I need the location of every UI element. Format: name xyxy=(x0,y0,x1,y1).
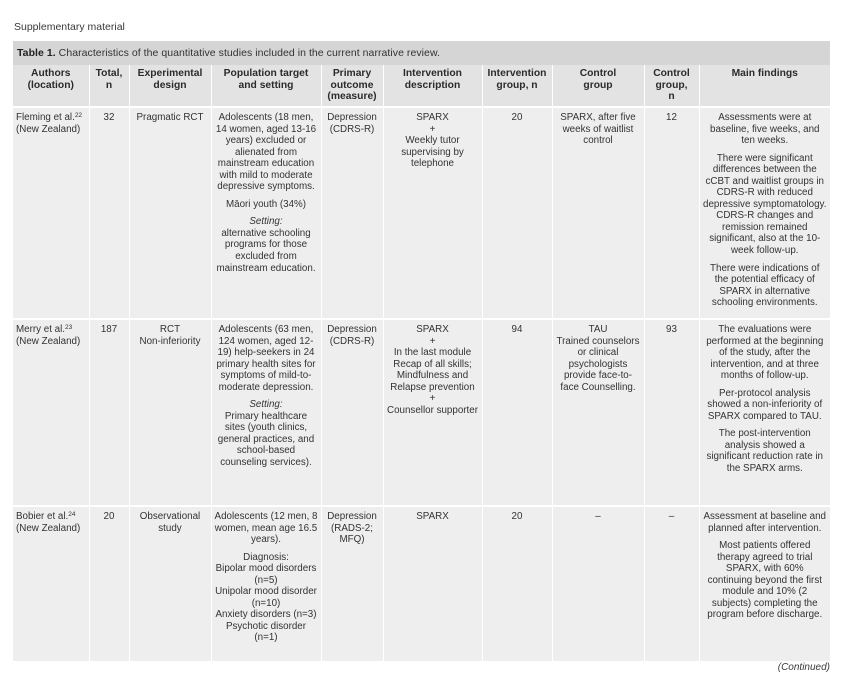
page-header-label: Supplementary material xyxy=(14,21,125,33)
table-caption xyxy=(13,41,830,65)
cell-design: Observational study xyxy=(129,506,211,661)
table-row xyxy=(13,506,830,661)
cell-intervention-n: 20 xyxy=(482,107,552,319)
table-caption-label: Table 1. xyxy=(17,47,56,59)
cell-total: 32 xyxy=(89,107,129,319)
cell-total: 20 xyxy=(89,506,129,661)
column-header-authors: Authors (location) xyxy=(13,65,89,107)
cell-author: Bobier et al.$^{24}$ (New Zealand) xyxy=(13,506,89,661)
table-row xyxy=(13,107,830,319)
cell-intervention: SPARX xyxy=(383,506,482,661)
characteristics-table xyxy=(13,41,830,661)
cell-control: SPARX, after five weeks of waitlist control xyxy=(552,107,644,319)
continued-note: (Continued) xyxy=(777,662,830,673)
cell-design: Pragmatic RCT xyxy=(129,107,211,319)
finding-paragraph: Assessment at baseline and planned after intervention. xyxy=(703,511,827,534)
finding-paragraph: Most patients offered therapy agreed to trial SPARX, with 60% continuing beyond the first module and 10% (2 subjects) completing the program before discharge. xyxy=(707,540,823,621)
cell-control-n: – xyxy=(644,506,699,661)
cell-control-n: 12 xyxy=(644,107,699,319)
cell-design: RCT Non-inferiority xyxy=(129,319,211,506)
column-header-intervention: Intervention description xyxy=(383,65,482,107)
cell-control: TAU Trained counselors or clinical psychologists provide face-to-face Counselling. xyxy=(552,319,644,506)
cell-intervention-n: 20 xyxy=(482,506,552,661)
column-header-design: Experimental design xyxy=(129,65,211,107)
column-header-total: Total, n xyxy=(89,65,129,107)
finding-paragraph: There were indications of the potential efficacy of SPARX in alternative schooling environments. xyxy=(710,262,820,309)
cell-outcome: Depression (RADS-2; MFQ) xyxy=(321,506,383,661)
cell-control: – xyxy=(552,506,644,661)
finding-paragraph: Per-protocol analysis showed a non-inferiority of SPARX compared to TAU. xyxy=(707,387,823,422)
column-header-control: Control group xyxy=(552,65,644,107)
cell-intervention: SPARX + In the last module Recap of all skills; Mindfulness and Relapse prevention + Counsellor supporter xyxy=(383,319,482,506)
cell-outcome: Depression (CDRS-R) xyxy=(321,319,383,506)
cell-population: Adolescents (12 men, 8 women, mean age 16.5 years). Diagnosis: Bipolar mood disorders (n=5) Unipolar mood disorder (n=10) Anxiety disorders (n=3) Psychotic disorder (n=1) xyxy=(211,506,321,661)
cell-outcome: Depression (CDRS-R) xyxy=(321,107,383,319)
cell-control-n: 93 xyxy=(644,319,699,506)
table-header-row xyxy=(13,65,830,107)
table-caption-text: Characteristics of the quantitative studies included in the current narrative review. xyxy=(55,47,440,59)
column-header-findings: Main findings xyxy=(699,65,830,107)
cell-findings xyxy=(699,506,830,661)
finding-paragraph: There were significant differences between the cCBT and waitlist groups in CDRS-R with reduced depressive symptomatology. CDRS-R changes and remission remained significant, also at the 10-week follow-up. xyxy=(703,152,827,257)
cell-author: Fleming et al.$^{22}$ (New Zealand) xyxy=(13,107,89,319)
cell-intervention: SPARX + Weekly tutor supervising by telephone xyxy=(383,107,482,319)
cell-population: Adolescents (18 men, 14 women, aged 13-16 years) excluded or alienated from mainstream education with mild to moderate depressive symptoms. Māori youth (34%) Setting: alternative schooling programs for those excluded from mainstream education. xyxy=(211,107,321,319)
cell-total: 187 xyxy=(89,319,129,506)
column-header-control-n: Control group, n xyxy=(644,65,699,107)
cell-population: Adolescents (63 men, 124 women, aged 12-19) help-seekers in 24 primary health sites for symptoms of mild-to-moderate depression. Setting: Primary healthcare sites (youth clinics, general practices, and school-based counseling services). xyxy=(211,319,321,506)
column-header-population: Population target and setting xyxy=(211,65,321,107)
column-header-intervention-n: Intervention group, n xyxy=(482,65,552,107)
finding-paragraph: The post-intervention analysis showed a significant reduction rate in the SPARX arms. xyxy=(706,428,824,475)
column-header-outcome: Primary outcome (measure) xyxy=(321,65,383,107)
cell-findings xyxy=(699,319,830,506)
studies-table xyxy=(13,65,830,661)
cell-findings xyxy=(699,107,830,319)
cell-author: Merry et al.$^{23}$ (New Zealand) xyxy=(13,319,89,506)
table-row xyxy=(13,319,830,506)
finding-paragraph: Assessments were at baseline, five weeks, and ten weeks. xyxy=(710,112,820,147)
cell-intervention-n: 94 xyxy=(482,319,552,506)
finding-paragraph: The evaluations were performed at the beginning of the study, after the intervention, and at three months of follow-up. xyxy=(706,324,824,382)
